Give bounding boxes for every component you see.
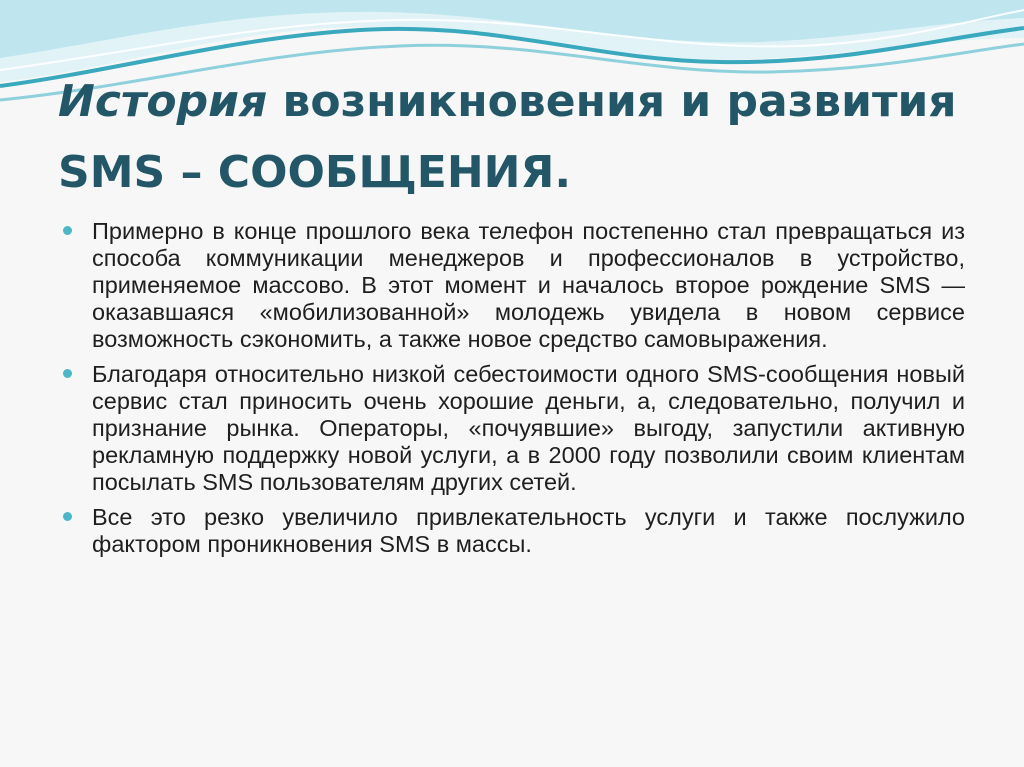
bullet-item [63,504,965,558]
bullet-list [63,218,965,566]
bullet-item [63,218,965,353]
bullet-dot-icon [63,512,72,521]
bullet-text: Все это резко увеличило привлекательность услуги и также послужило фактором проникновения SMS в массы. [92,504,965,557]
bullet-text: Благодаря относительно низкой себестоимости одного SMS-сообщения новый сервис стал приносить очень хорошие деньги, а, следовательно, получил и признание рынка. Операторы, «почуявшие» выгоду, запустили активную рекламную поддержку новой услуги, а в 2000 году позволили своим клиентам посылать SMS пользователям других сетей. [92,361,965,495]
slide-title-rest: возникновения и развития SMS – СООБЩЕНИЯ. [58,76,957,198]
bullet-item [63,361,965,496]
slide-title-italic: История [58,76,268,127]
bullet-dot-icon [63,226,72,235]
slide-title [58,66,958,208]
bullet-text: Примерно в конце прошлого века телефон постепенно стал превращаться из способа коммуникации менеджеров и профессионалов в устройство, применяемое массово. В этот момент и началось второе рождение SMS — оказавшаяся «мобилизованной» молодежь увидела в новом сервисе возможность сэкономить, а также новое средство самовыражения. [92,218,965,352]
bullet-dot-icon [63,369,72,378]
